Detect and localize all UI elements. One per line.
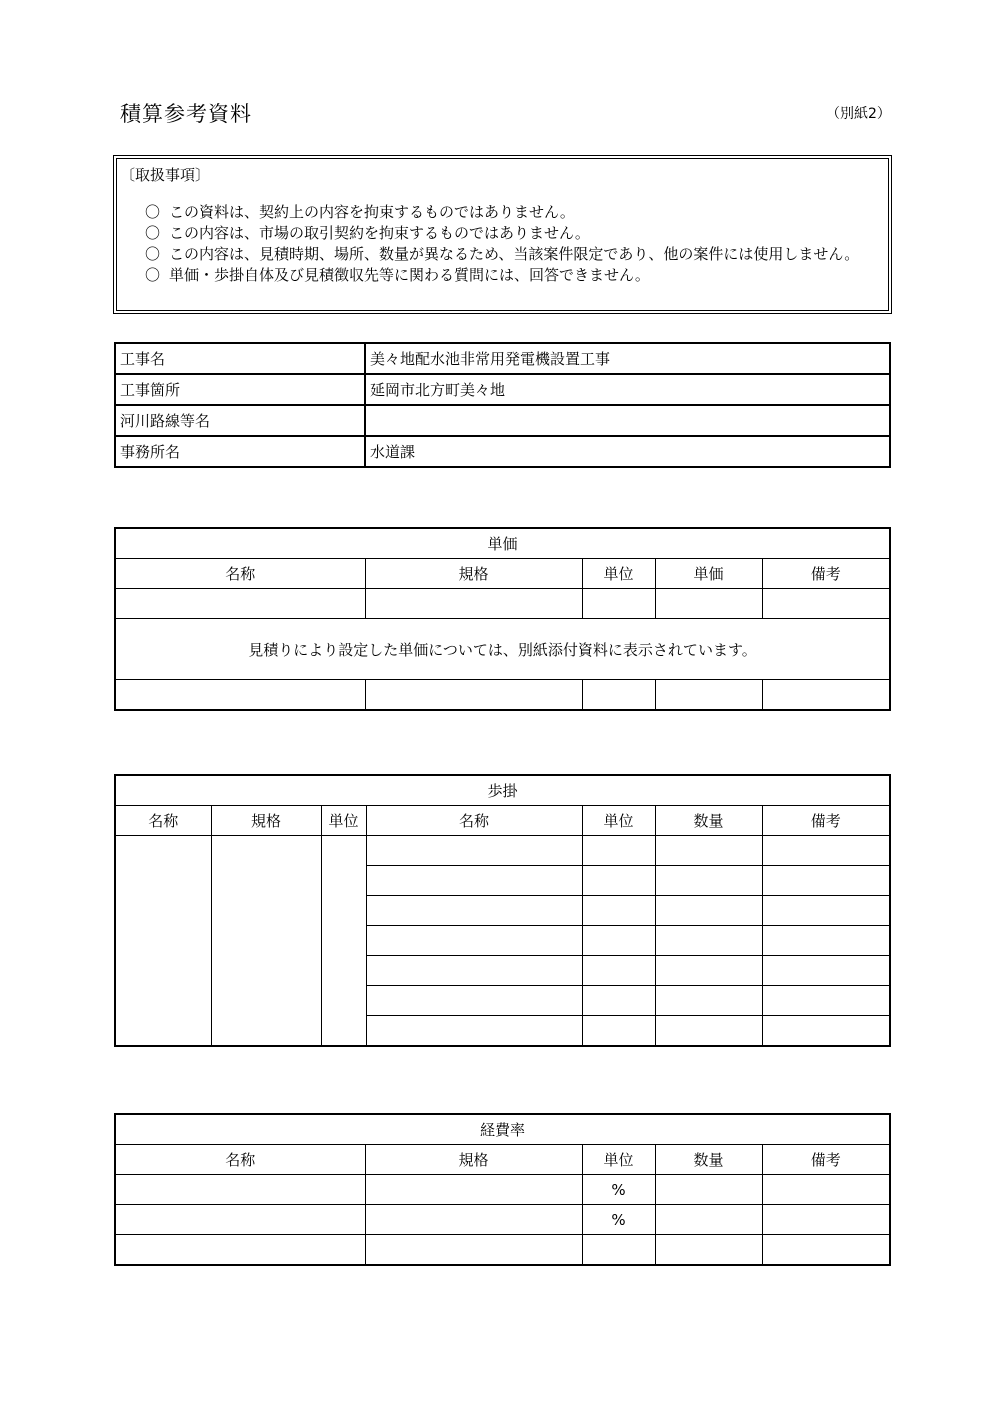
label-cell: 河川路線等名 — [115, 405, 365, 436]
circle-mark: 〇 — [145, 245, 161, 263]
header-row — [115, 559, 890, 589]
table-row — [115, 405, 890, 436]
column-header: 備考 — [762, 1145, 890, 1175]
table-row — [115, 1235, 890, 1266]
table-title: 単価 — [115, 528, 890, 559]
header-row — [115, 1145, 890, 1175]
column-header: 数量 — [655, 806, 762, 836]
table-title: 歩掛 — [115, 775, 890, 806]
value-cell: 水道課 — [365, 436, 890, 467]
column-header: 単位 — [582, 806, 655, 836]
notice-box — [113, 155, 892, 314]
label-cell: 工事箇所 — [115, 374, 365, 405]
label-cell: 工事名 — [115, 343, 365, 374]
notice-item: 〇 単価・歩掛自体及び見積徴収先等に関わる質問には、回答できません。 — [145, 266, 650, 284]
circle-mark: 〇 — [145, 224, 161, 242]
circle-mark: 〇 — [145, 203, 161, 221]
value-cell: 美々地配水池非常用発電機設置工事 — [365, 343, 890, 374]
expense-rate-table — [114, 1113, 891, 1266]
column-header: 名称 — [366, 806, 582, 836]
unit-price-table — [114, 527, 891, 711]
column-header: 規格 — [211, 806, 321, 836]
table-row — [115, 836, 890, 866]
note-row — [115, 619, 890, 680]
column-header: 単位 — [582, 1145, 655, 1175]
notice-item: 〇 この内容は、市場の取引契約を拘束するものではありません。 — [145, 224, 590, 242]
notice-item: 〇 この資料は、契約上の内容を拘束するものではありません。 — [145, 203, 575, 221]
column-header: 名称 — [115, 559, 365, 589]
table-title: 経費率 — [115, 1114, 890, 1145]
page-title: 積算参考資料 — [120, 102, 252, 126]
header-row — [115, 806, 890, 836]
table-title-row — [115, 1114, 890, 1145]
value-cell — [365, 405, 890, 436]
table-row — [115, 436, 890, 467]
notice-item: 〇 この内容は、見積時期、場所、数量が異なるため、当該案件限定であり、他の案件には使用しません。 — [145, 245, 860, 263]
table-row — [115, 1175, 890, 1205]
attachment-label: （別紙2） — [826, 106, 891, 122]
column-header: 備考 — [762, 559, 890, 589]
table-row — [115, 343, 890, 374]
table-row — [115, 680, 890, 711]
column-header: 単位 — [321, 806, 366, 836]
column-header: 名称 — [115, 1145, 365, 1175]
column-header: 備考 — [762, 806, 890, 836]
labor-table — [114, 774, 891, 1047]
unit-cell — [582, 1235, 655, 1266]
note-text: 見積りにより設定した単価については、別紙添付資料に表示されています。 — [115, 619, 890, 680]
table-row — [115, 1205, 890, 1235]
project-info-table — [114, 342, 891, 468]
label-cell: 事務所名 — [115, 436, 365, 467]
unit-cell: % — [582, 1205, 655, 1235]
table-row — [115, 374, 890, 405]
column-header: 規格 — [365, 1145, 582, 1175]
column-header: 数量 — [655, 1145, 762, 1175]
column-header: 規格 — [365, 559, 582, 589]
column-header: 単価 — [655, 559, 762, 589]
circle-mark: 〇 — [145, 266, 161, 284]
value-cell: 延岡市北方町美々地 — [365, 374, 890, 405]
table-row — [115, 589, 890, 619]
unit-cell: % — [582, 1175, 655, 1205]
notice-heading: 〔取扱事項〕 — [120, 166, 211, 184]
table-title-row — [115, 775, 890, 806]
notice-list — [145, 202, 890, 286]
table-title-row — [115, 528, 890, 559]
column-header: 単位 — [582, 559, 655, 589]
column-header: 名称 — [115, 806, 211, 836]
